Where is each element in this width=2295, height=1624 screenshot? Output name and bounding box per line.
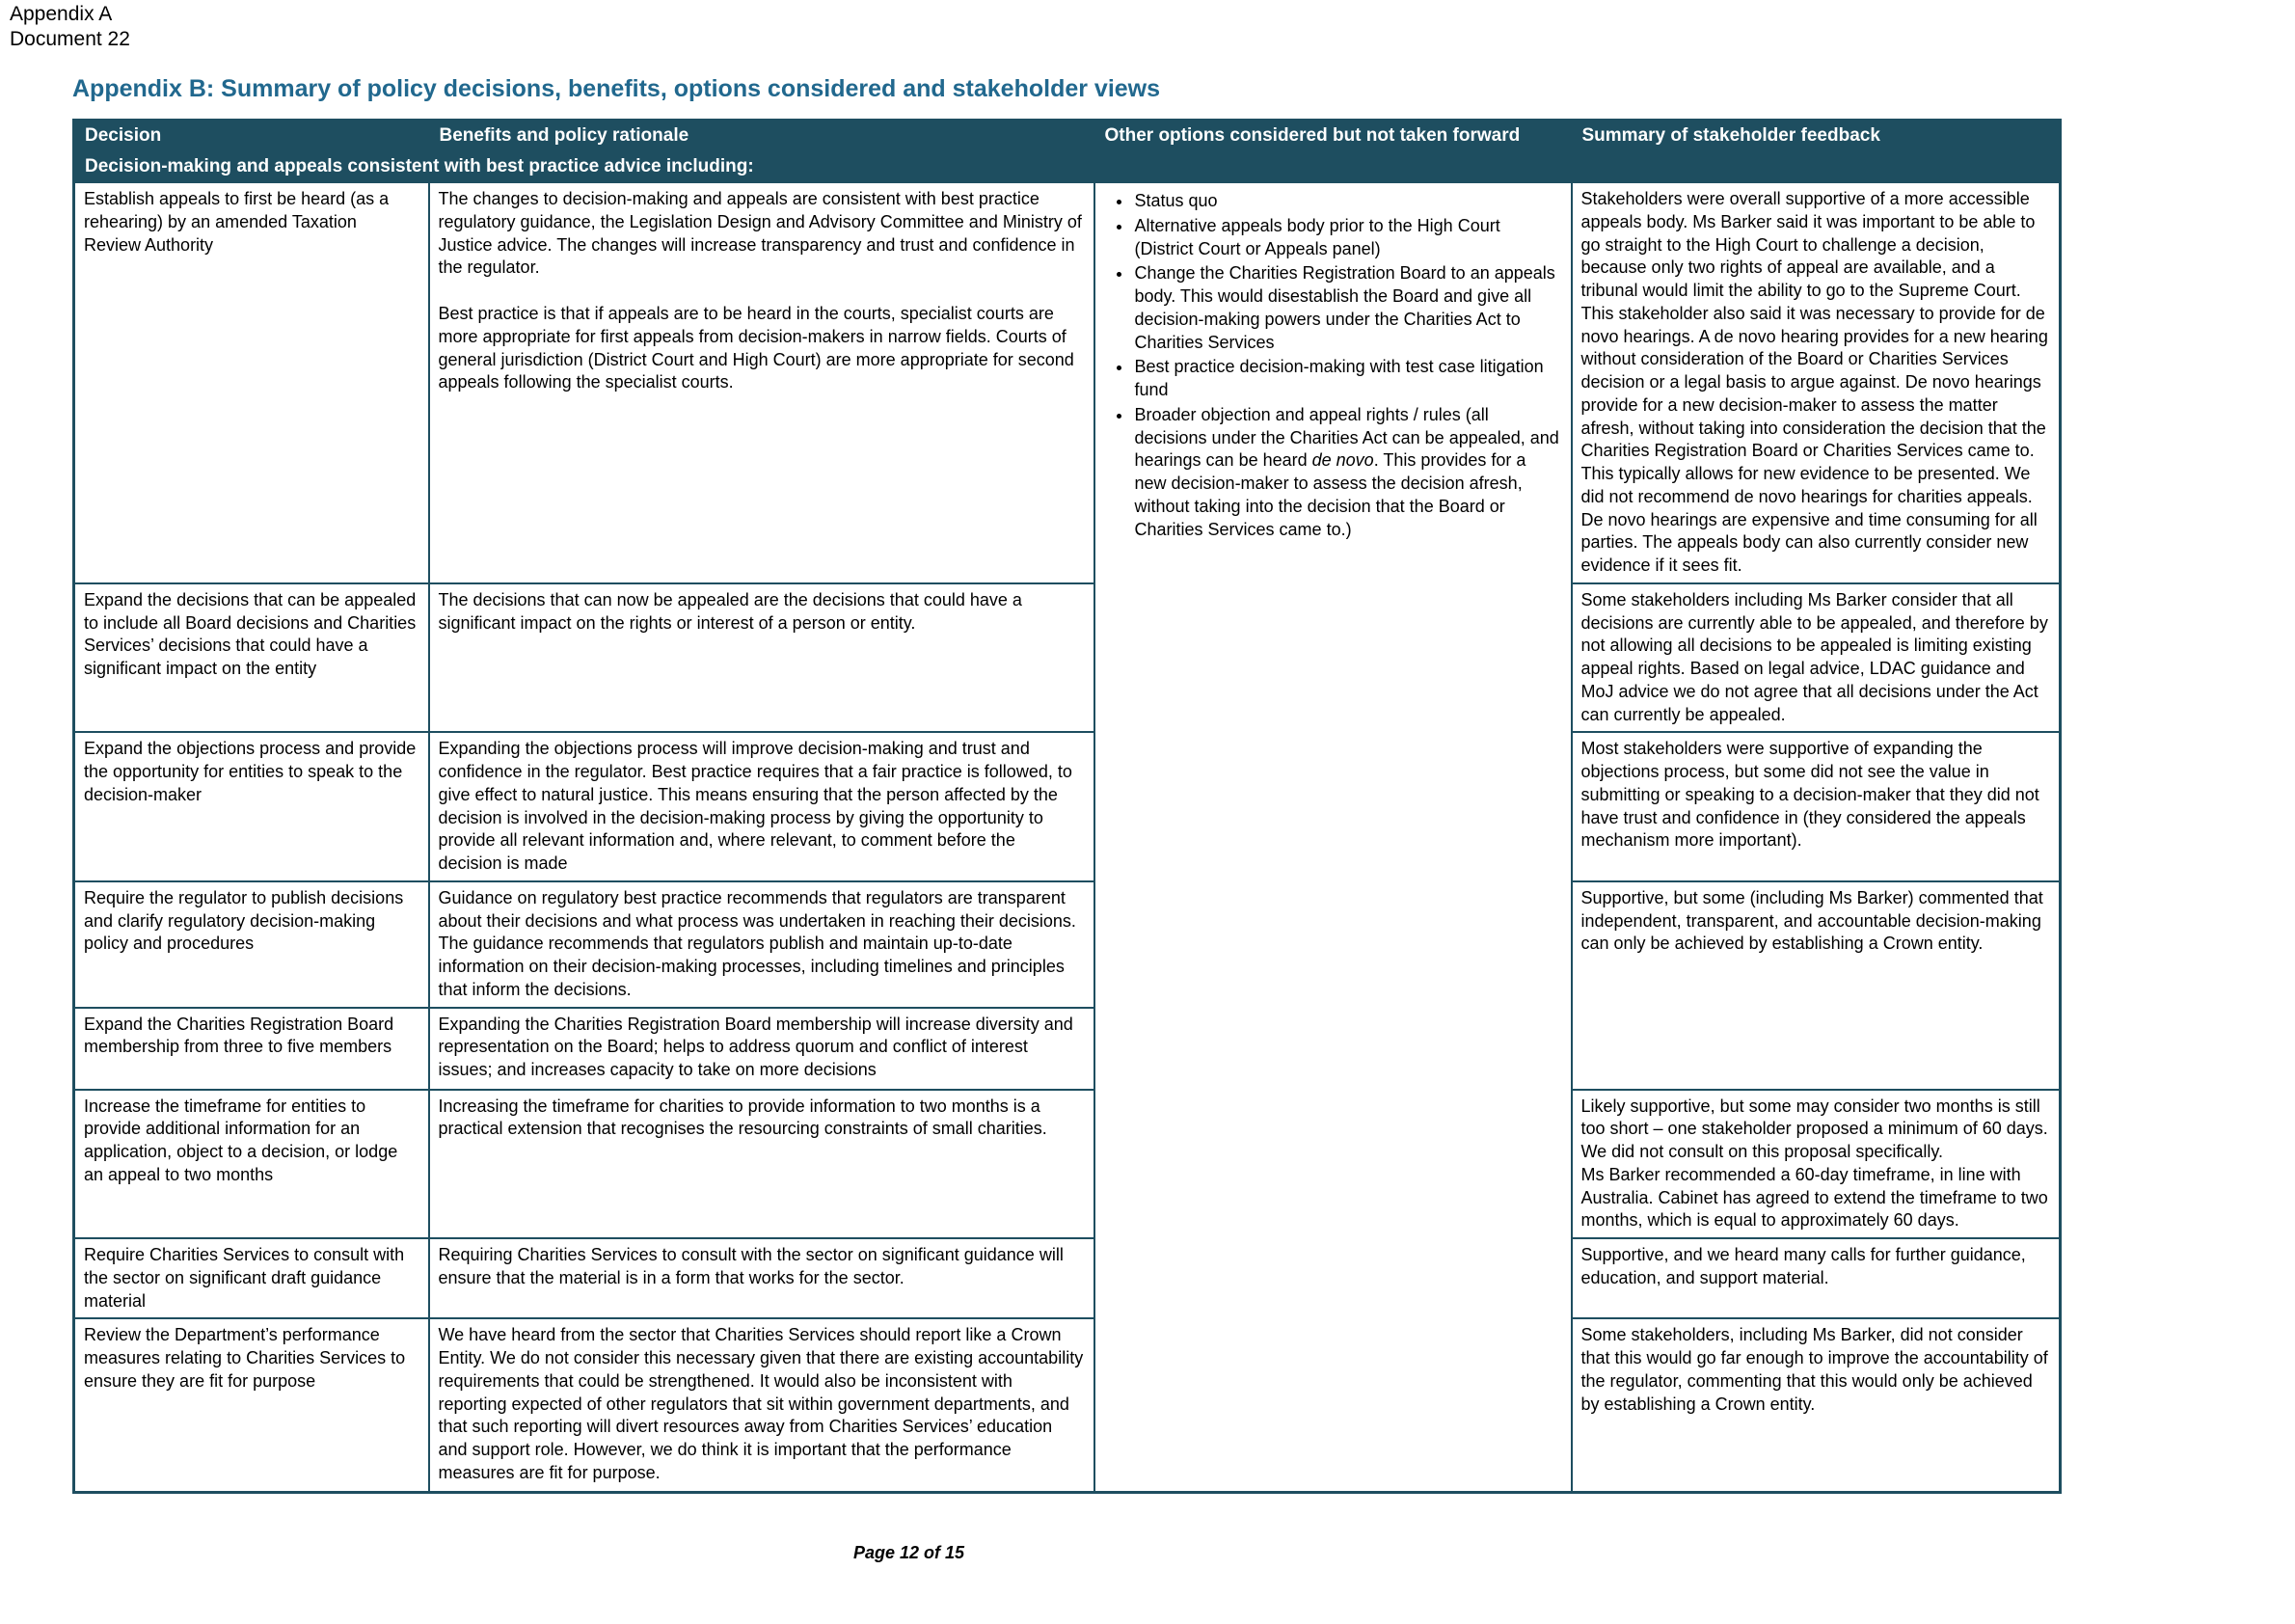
decision-text: Review the Department’s performance measures relating to Charities Services to ensure they are fit for purpose [84, 1325, 406, 1391]
document-number-label: Document 22 [10, 28, 130, 51]
feedback-cell [1572, 881, 2061, 1090]
benefits-cell [429, 1238, 1094, 1318]
benefits-paragraph: We have heard from the sector that Charities Services should report like a Crown Entity. We do not consider this necessary given that there are existing accountability requirements that could be strengthened. It would also be inconsistent with reporting expected of other regulators that sit within government departments, and that such reporting will divert resources away from Charities Services’ education and support role. However, we do think it is important that the performance measures are fit for purpose. [438, 1325, 1084, 1482]
decision-text: Require Charities Services to consult with the sector on significant draft guidance material [84, 1245, 405, 1311]
page-title: Appendix B: Summary of policy decisions, benefits, options considered and stakeholder views [72, 75, 1161, 102]
benefits-cell [429, 1090, 1094, 1239]
section-header: Decision-making and appeals consistent with best practice advice including: [74, 151, 2061, 182]
col-header-benefits: Benefits and policy rationale [429, 121, 1094, 152]
decision-text: Expand the objections process and provide the opportunity for entities to speak to the decision-maker [84, 739, 417, 804]
feedback-cell [1572, 1238, 2061, 1318]
decision-cell [74, 1090, 429, 1239]
option-item [1133, 356, 1561, 402]
benefits-paragraph: Expanding the objections process will improve decision-making and trust and confidence in the regulator. Best practice requires that a fair practice is followed, to give effect to natural justice. This means ensuring that the person affected by the decision is involved in the decision-making process by giving the opportunity to provide all relevant information and, where relevant, to comment before the decision is made [438, 739, 1072, 873]
benefits-paragraph: Expanding the Charities Registration Board membership will increase diversity and representation on the Board; helps to address quorum and conflict of interest issues; and increases capacity to take on more decisions [438, 1014, 1073, 1079]
col-header-feedback: Summary of stakeholder feedback [1572, 121, 2061, 152]
benefits-paragraph: Guidance on regulatory best practice recommends that regulators are transparent about their decisions and what process was undertaken in reaching their decisions. The guidance recommends that regulators publish and maintain up-to-date information on their decision-making processes, including timelines and principles that inform the decisions. [438, 887, 1076, 999]
decision-cell [74, 1318, 429, 1492]
benefits-cell [429, 881, 1094, 1008]
table-row [74, 583, 2061, 733]
option-text: . This provides for a new decision-maker to assess the decision afresh, without taking into the decision that the Board or Charities Services came to.) [1134, 450, 1526, 539]
feedback-cell [1572, 732, 2061, 881]
table-row [74, 732, 2061, 881]
decision-cell [74, 583, 429, 733]
benefits-cell [429, 1008, 1094, 1090]
benefits-paragraph: The changes to decision-making and appeals are consistent with best practice regulatory guidance, the Legislation Design and Advisory Committee and Ministry of Justice advice. The changes will increase transparency and trust and confidence in the regulator. [438, 189, 1082, 278]
options-cell [1094, 182, 1572, 1492]
feedback-cell [1572, 583, 2061, 733]
benefits-cell [429, 1318, 1094, 1492]
feedback-cell [1572, 1090, 2061, 1239]
appendix-label: Appendix A [10, 3, 113, 25]
option-text: Broader objection and appeal rights / rules (all decisions under the Charities Act can be appealed, and hearings can be heard [1134, 404, 1559, 471]
section-header-row [74, 151, 2061, 182]
option-item [1133, 190, 1561, 213]
option-text: Change the Charities Registration Board to an appeals body. This would disestablish the Board and give all decision-making powers under the Charities Act to Charities Services [1134, 263, 1555, 352]
benefits-paragraph: Increasing the timeframe for charities to provide information to two months is a practical extension that recognises the resourcing constraints of small charities. [438, 1096, 1047, 1139]
benefits-cell [429, 732, 1094, 881]
decision-text: Increase the timeframe for entities to provide additional information for an application, object to a decision, or lodge an appeal to two months [84, 1096, 398, 1184]
benefits-paragraph: Best practice is that if appeals are to be heard in the courts, specialist courts are more appropriate for first appeals from decision-makers in narrow fields. Courts of general jurisdiction (District Court and High Court) are more appropriate for second appeals following the specialist courts. [438, 304, 1074, 392]
feedback-paragraph: Some stakeholders, including Ms Barker, did not consider that this would go far enough to improve the accountability of the regulator, commenting that this would only be achieved by establishing a Crown entity. [1580, 1325, 2048, 1414]
decision-text: Expand the decisions that can be appealed to include all Board decisions and Charities Services’ decisions that could have a significant impact on the entity [84, 589, 417, 678]
benefits-cell [429, 583, 1094, 733]
decision-cell [74, 881, 429, 1008]
table-row [74, 881, 2061, 1008]
decision-cell [74, 1008, 429, 1090]
feedback-paragraph: Stakeholders were overall supportive of a more accessible appeals body. Ms Barker said it was important to be able to go straight to the High Court to challenge a decision, because only two rights of appeal are available, and a tribunal would limit the ability to go to the Supreme Court. This stakeholder also said it was necessary to provide for de novo hearings. A de novo hearing provides for a new hearing without consideration of the Board or Charities Services decision or a legal basis to argue against. De novo hearings provide for a new decision-maker to assess the matter afresh, without taking into consideration the decision that the Charities Registration Board or Charities Services came to. This typically allows for new evidence to be presented. We did not recommend de novo hearings for charities appeals. De novo hearings are expensive and time consuming for all parties. The appeals body can also currently consider new evidence if it sees fit. [1580, 189, 2048, 575]
feedback-paragraph: Most stakeholders were supportive of expanding the objections process, but some did not see the value in submitting or speaking to a decision-maker that they did not have trust and confidence in (they considered the appeals mechanism more important). [1580, 739, 2039, 851]
option-text: Status quo [1134, 191, 1218, 210]
column-header-row [74, 121, 2061, 152]
col-header-decision: Decision [74, 121, 429, 152]
document-corner-note [10, 2, 130, 53]
decision-cell [74, 732, 429, 881]
feedback-paragraph: Some stakeholders including Ms Barker consider that all decisions are currently able to be appealed, and therefore by not allowing all decisions to be appealed is limiting existing appeal rights. Based on legal advice, LDAC guidance and MoJ advice we do not agree that all decisions under the Act can currently be appealed. [1580, 589, 2048, 724]
page-number: Page 12 of 15 [853, 1543, 965, 1562]
decision-text: Expand the Charities Registration Board membership from three to five members [84, 1014, 394, 1057]
table-row [74, 1238, 2061, 1318]
decision-cell [74, 1238, 429, 1318]
table-row [74, 182, 2061, 583]
feedback-paragraph: Supportive, and we heard many calls for further guidance, education, and support material. [1580, 1245, 2026, 1287]
decision-cell [74, 182, 429, 583]
feedback-cell [1572, 1318, 2061, 1492]
feedback-paragraph: Supportive, but some (including Ms Barker) commented that independent, transparent, and accountable decision-making can only be achieved by establishing a Crown entity. [1580, 887, 2043, 954]
table-row [74, 1090, 2061, 1239]
feedback-cell [1572, 182, 2061, 583]
option-item [1133, 404, 1561, 542]
benefits-cell [429, 182, 1094, 583]
option-text: Best practice decision-making with test case litigation fund [1134, 357, 1544, 399]
decision-text: Establish appeals to first be heard (as a rehearing) by an amended Taxation Review Authority [84, 189, 390, 255]
benefits-paragraph: Requiring Charities Services to consult with the sector on significant guidance will ensure that the material is in a form that works for the sector. [438, 1245, 1064, 1287]
option-item [1133, 215, 1561, 261]
feedback-paragraph: Ms Barker recommended a 60-day timeframe, in line with Australia. Cabinet has agreed to extend the timeframe to two months, which is equal to approximately 60 days. [1580, 1164, 2048, 1231]
col-header-other-options: Other options considered but not taken forward [1094, 121, 1572, 152]
policy-summary-table [72, 119, 2062, 1494]
feedback-paragraph: Likely supportive, but some may consider two months is still too short – one stakeholder proposed a minimum of 60 days. We did not consult on this proposal specifically. [1580, 1096, 2048, 1161]
benefits-paragraph: The decisions that can now be appealed are the decisions that could have a significant impact on the rights or interest of a person or entity. [438, 589, 1022, 633]
option-text: Alternative appeals body prior to the High Court (District Court or Appeals panel) [1134, 215, 1500, 258]
option-item [1133, 262, 1561, 354]
decision-text: Require the regulator to publish decisions and clarify regulatory decision-making policy and procedures [84, 887, 404, 954]
table-row [74, 1318, 2061, 1492]
option-text-italic: de novo [1311, 450, 1374, 471]
options-list [1104, 190, 1561, 541]
